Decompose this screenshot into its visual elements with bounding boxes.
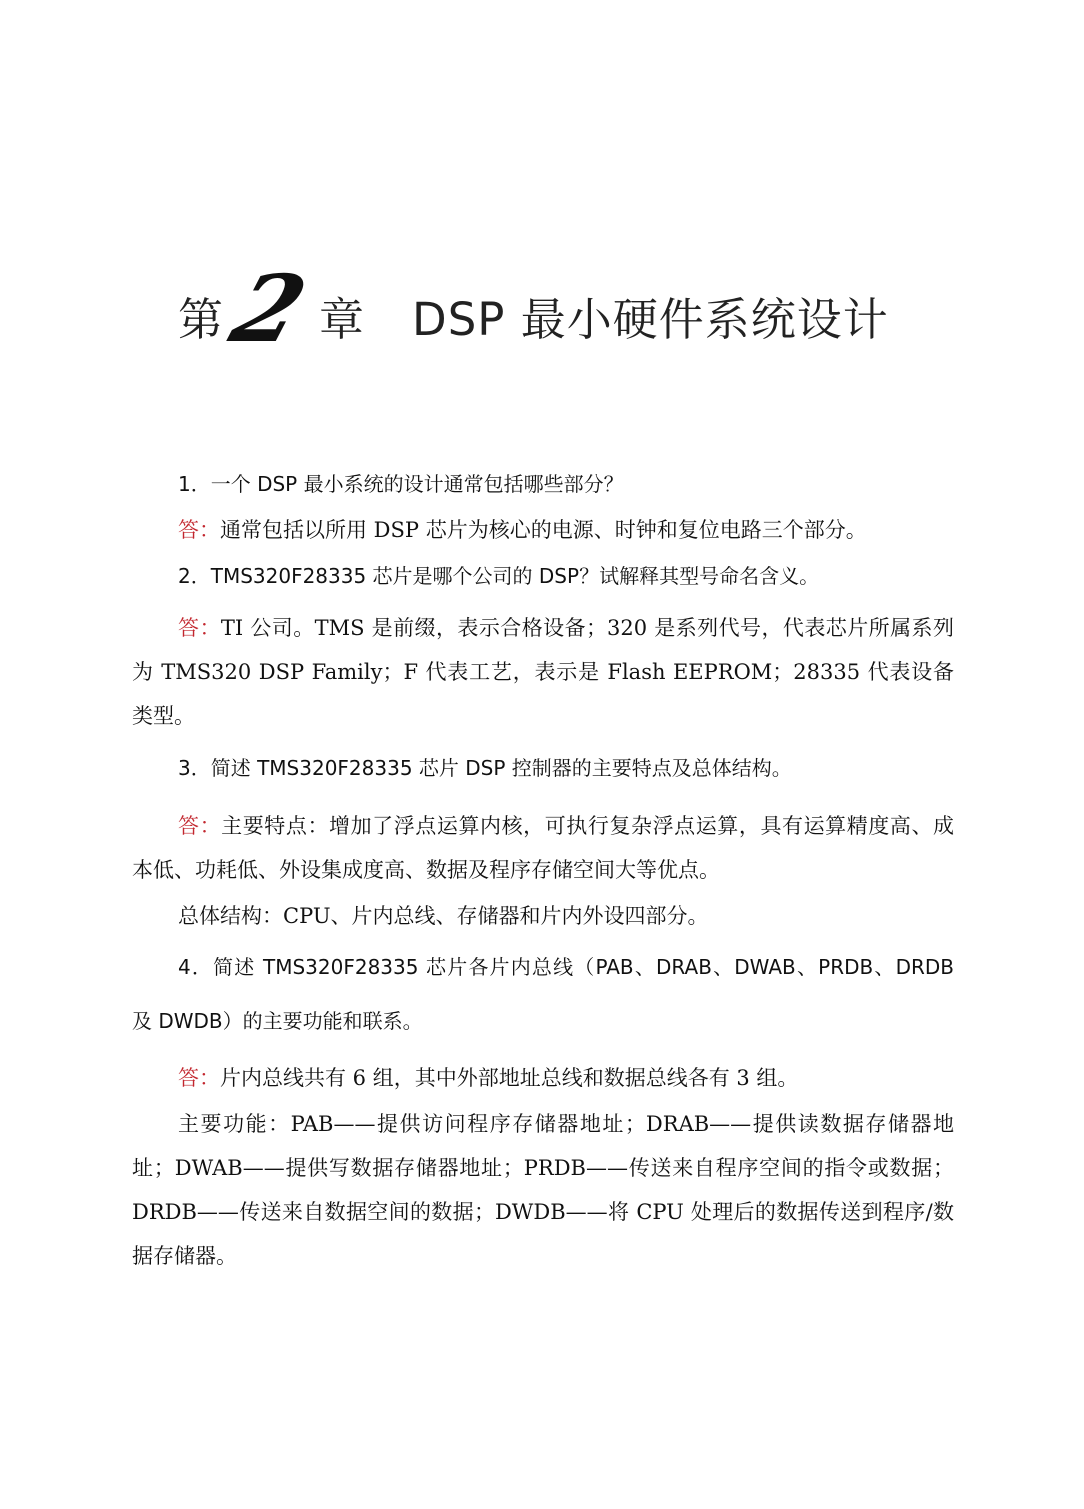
answer-label: 答： xyxy=(178,518,220,542)
answer-label: 答： xyxy=(178,814,222,838)
answer-label: 答： xyxy=(178,1066,220,1090)
answer-1 xyxy=(132,508,954,552)
answer-text: 通常包括以所用 DSP 芯片为核心的电源、时钟和复位电路三个部分。 xyxy=(220,518,867,542)
answer-text: 主要特点：增加了浮点运算内核，可执行复杂浮点运算，具有运算精度高、成本低、功耗低、外设集成度高、数据及程序存储空间大等优点。 xyxy=(132,814,955,882)
answer-text: 片内总线共有 6 组，其中外部地址总线和数据总线各有 3 组。 xyxy=(220,1066,799,1090)
chapter-prefix: 第 xyxy=(178,292,224,346)
question-2: 2．TMS320F28335 芯片是哪个公司的 DSP？试解释其型号命名含义。 xyxy=(178,564,820,588)
answer-3-structure: 总体结构：CPU、片内总线、存储器和片内外设四部分。 xyxy=(178,904,709,928)
answer-4 xyxy=(132,1056,954,1100)
answer-2 xyxy=(132,606,954,738)
answer-text: TI 公司。TMS 是前缀，表示合格设备；320 是系列代号，代表芯片所属系列为 TMS320 DSP Family；F 代表工艺，表示是 Flash EEPROM；28335 代表设备类型。 xyxy=(132,616,954,728)
question-1: 1．一个 DSP 最小系统的设计通常包括哪些部分？ xyxy=(178,472,624,496)
question-4: 4．简述 TMS320F28335 芯片各片内总线（PAB、DRAB、DWAB、PRDB、DRDB 及 DWDB）的主要功能和联系。 xyxy=(132,955,954,1033)
chapter-number: 2 xyxy=(219,255,319,363)
chapter-name: DSP 最小硬件系统设计 xyxy=(412,292,889,346)
chapter-title xyxy=(178,255,889,363)
answer-3 xyxy=(132,804,954,892)
document-body xyxy=(132,462,954,1278)
question-3: 3．简述 TMS320F28335 芯片 DSP 控制器的主要特点及总体结构。 xyxy=(178,756,792,780)
answer-4-functions: 主要功能：PAB——提供访问程序存储器地址；DRAB——提供读数据存储器地址；DWAB——提供写数据存储器地址；PRDB——传送来自程序空间的指令或数据；DRDB——传送来自数据空间的数据；DWDB——将 CPU 处理后的数据传送到程序/数据存储器。 xyxy=(132,1112,954,1268)
answer-label: 答： xyxy=(178,616,221,640)
chapter-word: 章 xyxy=(319,292,365,346)
